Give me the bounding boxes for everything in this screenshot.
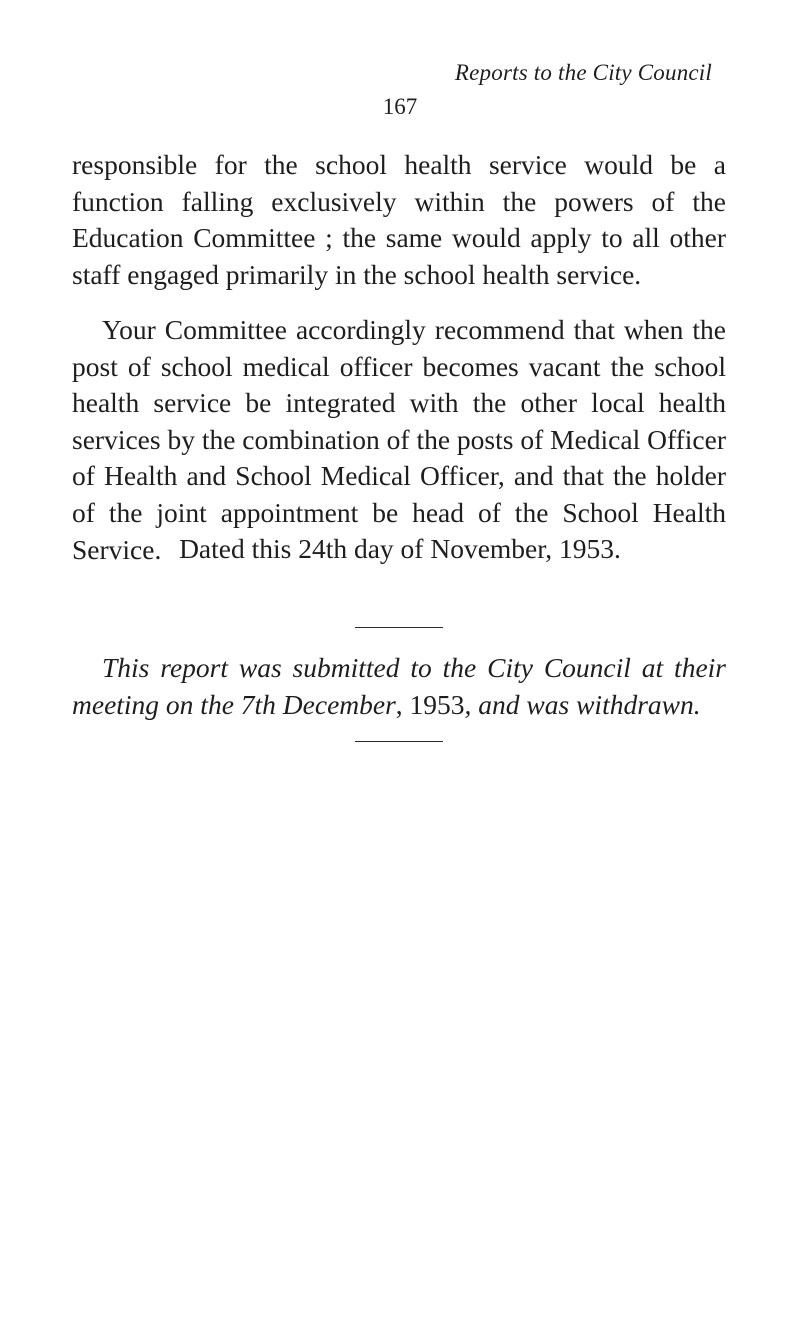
paragraph-continuation: responsible for the school health service would be a function falling exclusively within the powers of the Education Committee ; the same would apply to all other staff engaged primarily in the school health service.	[72, 149, 726, 290]
dated-line: Dated this 24th day of November, 1953.	[179, 533, 621, 564]
submission-note-comma: ,	[395, 688, 410, 720]
paragraph-recommendation: Your Committee accordingly recommend that when the post of school medical officer becomes vacant the school health service be integrated with the other local health services by the combination of the posts of Medical Officer of Health and School Medical Officer, and that the holder of the joint appointment be head of the School Health Service.	[72, 314, 726, 565]
submission-note	[72, 650, 726, 723]
submission-note-text-1: This report was submitted to the City Council at their meeting on the	[72, 652, 726, 720]
submission-note-text-2: , and was withdrawn.	[464, 688, 701, 720]
submission-note-year: 1953	[409, 688, 465, 720]
submission-note-date: 7th December	[240, 688, 396, 720]
separator-rule-bottom	[355, 741, 443, 742]
page-number: 167	[382, 94, 418, 119]
running-head: Reports to the City Council	[454, 60, 712, 85]
separator-rule-top	[355, 627, 443, 628]
